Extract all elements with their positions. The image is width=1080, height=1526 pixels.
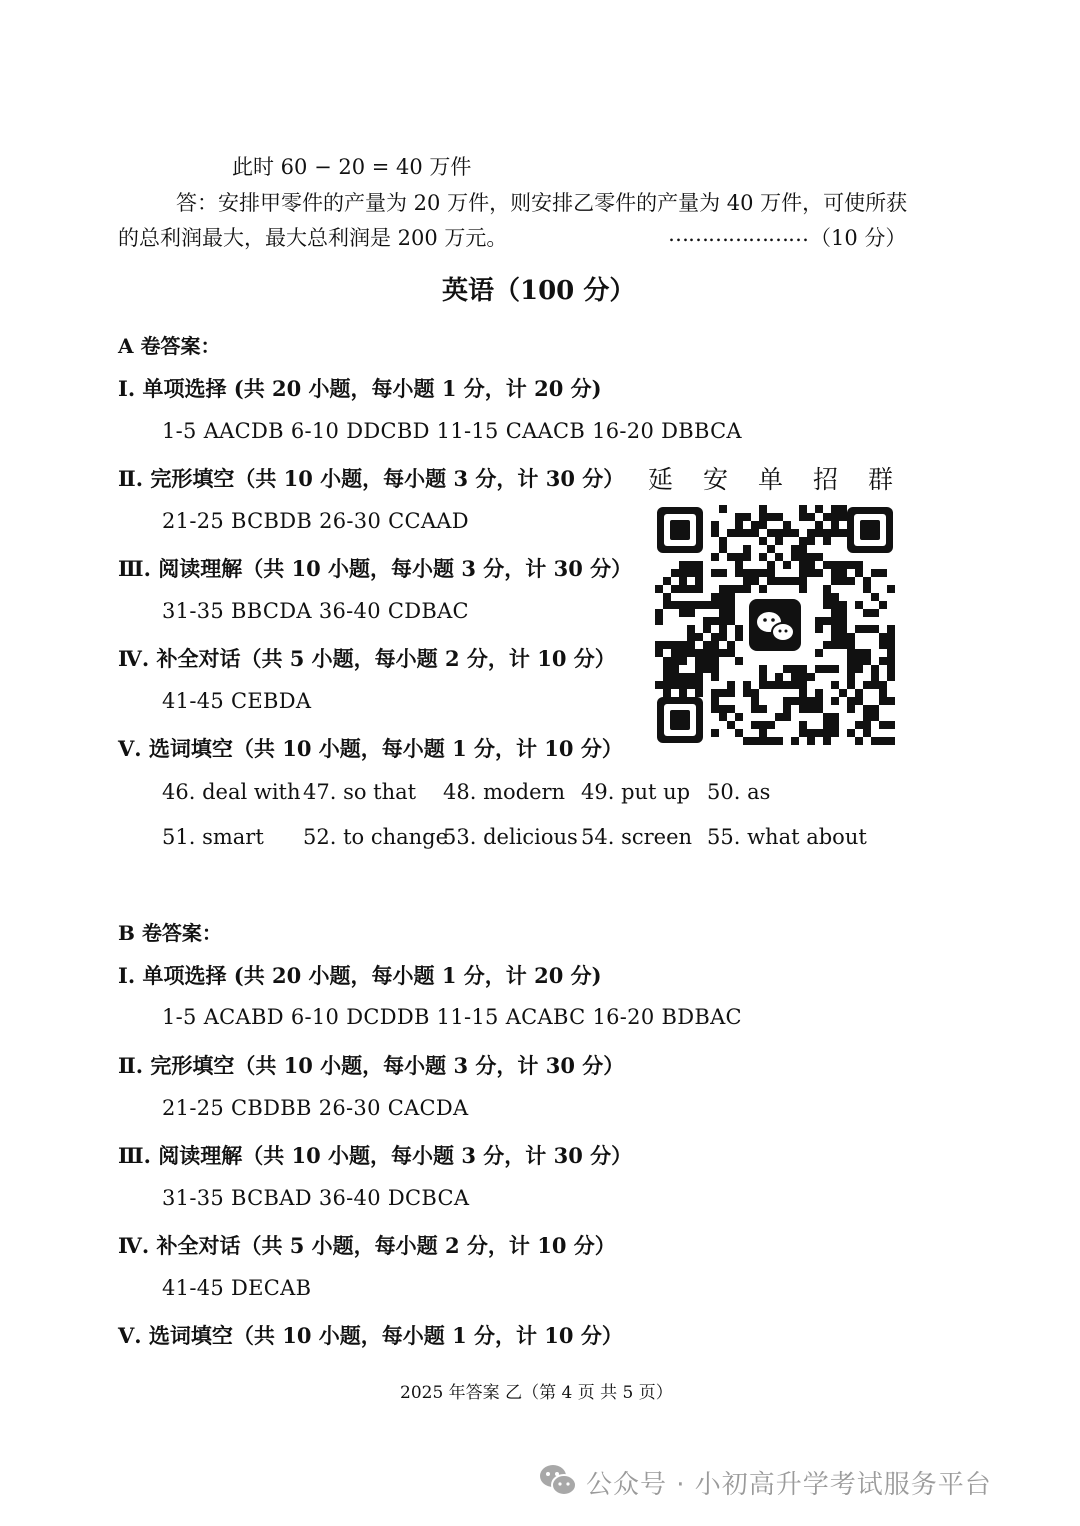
paper-a-section-3-title: Ⅲ. 阅读理解（共 10 小题，每小题 3 分，计 30 分） bbox=[118, 556, 633, 581]
paper-a-section-3-answers: 31-35 BBCDA 36-40 CDBAC bbox=[162, 599, 469, 623]
paper-a-section-4-answers: 41-45 CEBDA bbox=[162, 689, 312, 713]
word-51: 51. smart bbox=[162, 825, 264, 849]
paper-b-section-3-answers: 31-35 BCBAD 36-40 DCBCA bbox=[162, 1186, 470, 1210]
paper-b-section-3-title: Ⅲ. 阅读理解（共 10 小题，每小题 3 分，计 30 分） bbox=[118, 1143, 633, 1168]
wechat-watermark-icon bbox=[538, 1462, 578, 1498]
word-52: 52. to change bbox=[303, 825, 449, 849]
paper-b-section-2-title: Ⅱ. 完形填空（共 10 小题，每小题 3 分，计 30 分） bbox=[118, 1053, 625, 1078]
score-dots: ………………… bbox=[668, 222, 808, 246]
score-label: （10 分） bbox=[810, 226, 907, 250]
qr-code[interactable] bbox=[655, 505, 895, 745]
paper-b-section-2-answers: 21-25 CBDBB 26-30 CACDA bbox=[162, 1096, 469, 1120]
word-46: 46. deal with bbox=[162, 780, 301, 804]
math-answer-line-1: 答：安排甲零件的产量为 20 万件，则安排乙零件的产量为 40 万件，可使所获 bbox=[176, 191, 908, 215]
english-section-title: 英语（100 分） bbox=[442, 276, 636, 306]
word-50: 50. as bbox=[707, 780, 771, 804]
paper-b-label: B 卷答案： bbox=[118, 921, 222, 945]
word-49: 49. put up bbox=[581, 780, 691, 804]
page-footer: 2025 年答案 乙（第 4 页 共 5 页） bbox=[400, 1383, 673, 1403]
qr-group-label: 延安单招群 bbox=[648, 465, 924, 494]
word-55: 55. what about bbox=[707, 825, 867, 849]
paper-b-section-1-title: Ⅰ. 单项选择 (共 20 小题，每小题 1 分，计 20 分) bbox=[118, 963, 602, 988]
paper-a-section-5-title: Ⅴ. 选词填空（共 10 小题，每小题 1 分，计 10 分） bbox=[118, 736, 623, 761]
word-54: 54. screen bbox=[581, 825, 693, 849]
paper-a-label: A 卷答案： bbox=[118, 334, 221, 358]
math-result-line: 此时 60 − 20 = 40 万件 bbox=[232, 155, 472, 179]
paper-a-section-4-title: Ⅳ. 补全对话（共 5 小题，每小题 2 分，计 10 分） bbox=[118, 646, 616, 671]
paper-b-section-1-answers: 1-5 ACABD 6-10 DCDDB 11-15 ACABC 16-20 BDBAC bbox=[162, 1005, 742, 1029]
paper-b-section-4-answers: 41-45 DECAB bbox=[162, 1276, 312, 1300]
paper-a-section-1-answers: 1-5 AACDB 6-10 DDCBD 11-15 CAACB 16-20 DBBCA bbox=[162, 419, 742, 443]
word-47: 47. so that bbox=[303, 780, 417, 804]
math-answer-line-2: 的总利润最大，最大总利润是 200 万元。 bbox=[118, 226, 508, 250]
paper-a-section-1-title: Ⅰ. 单项选择 (共 20 小题，每小题 1 分，计 20 分) bbox=[118, 376, 602, 401]
word-48: 48. modern bbox=[443, 780, 566, 804]
paper-b-section-5-title: Ⅴ. 选词填空（共 10 小题，每小题 1 分，计 10 分） bbox=[118, 1323, 623, 1348]
paper-a-section-2-answers: 21-25 BCBDB 26-30 CCAAD bbox=[162, 509, 469, 533]
word-53: 53. delicious bbox=[443, 825, 578, 849]
paper-a-section-2-title: Ⅱ. 完形填空（共 10 小题，每小题 3 分，计 30 分） bbox=[118, 466, 625, 491]
paper-b-section-4-title: Ⅳ. 补全对话（共 5 小题，每小题 2 分，计 10 分） bbox=[118, 1233, 616, 1258]
watermark-text: 公众号 · 小初高升学考试服务平台 bbox=[586, 1470, 992, 1500]
